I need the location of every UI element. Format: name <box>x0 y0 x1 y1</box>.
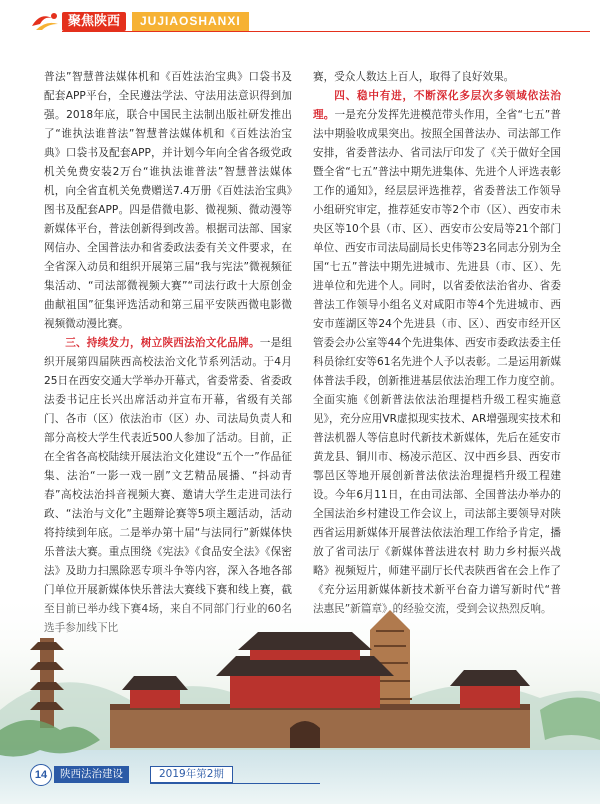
section-brand-cn: 聚焦陕西 <box>62 12 126 31</box>
section-heading-4: 四、稳中有进，不断深化多层次多领域依法治理。 <box>313 90 561 121</box>
left-paragraph-1: 普法”智慧普法媒体机和《百姓法治宝典》口袋书及配套APP平台，全民遵法学法、守法用法意识得到加强。2018年底，联合中国民主法制出版社研发推出了“谁执法谁普法”智慧普法媒体机和《百姓法治宝典》口袋书及配套APP，并计划今年向全省各级党政机关免费安装2万台“谁执法谁普法”智慧普法媒体机，向全省直机关免费赠送7.4万册《百姓法治宝典》图书及配套APP。四是借微电影、微视频、微动漫等新媒体平台，普法创新得到改善。根据司法部、国家网信办、全国普法办和省委政法委有关文件要求，在全省深入动员和组织开展第三届“我与宪法”微视频征集活动、“司法部微视频大赛”“司法行政十大原创金曲献祖国”征集评选活动和第三届平安陕西微电影微视频微动漫比赛。 <box>44 71 292 330</box>
left-column <box>44 68 292 638</box>
right-column <box>313 68 561 619</box>
right-paragraph-2 <box>313 87 561 619</box>
header-divider <box>62 31 590 32</box>
section-heading-3: 三、持续发力，树立陕西法治文化品牌。 <box>65 337 260 349</box>
header <box>30 10 590 34</box>
issue-label: 2019年第2期 <box>150 766 233 783</box>
footer-divider <box>150 783 320 784</box>
page-footer <box>30 760 330 786</box>
right-paragraph-2-body: 一是充分发挥先进模范带头作用，全省“七五”普法中期验收成果突出。按照全国普法办、司法部工作安排，省委普法办、省司法厅印发了《关于做好全国暨全省“七五”普法中期先进集体、先进个人评选表彰工作的通知》，经层层评选推荐，省委普法工作领导小组研究审定，推荐延安市等2个市（区）、西安市未央区等10个县（市、区）、西安市公安局等21个部门单位、西安市司法局副局长史伟等23名同志分别为全国“七五”普法中期先进城市、先进县（市、区）、先进单位和先进个人。同时，以省委依法治省办、省委普法工作领导小组名义对咸阳市等4个先进城市、西安市莲湖区等24个先进县（市、区）、西安市经开区管委会办公室等44个先进集体、西安市委政法委主任科员徐红安等61名先进个人予以表彰。二是运用新媒体普法手段，创新推进基层依法治理工作力度空前。全面实施《创新普法依法治理提档升级工程实施意见》，充分应用VR虚拟现实技术、AR增强现实技术和普法机器人等信息时代新技术新媒体，先后在延安市黄龙县、铜川市、杨凌示范区、汉中西乡县、西安市鄠邑区等地开展创新普法依法治理提档升级工程建设。今年6月11日，在由司法部、全国普法办举办的全国法治乡村建设工作会议上，司法部主要领导对陕西省运用新媒体开展普法依法治理工作给予肯定，播放了省司法厅《新媒体普法进农村 助力乡村振兴战略》视频短片，师建平副厅长代表陕西省在会上作了 <box>313 109 561 577</box>
page-number: 14 <box>30 764 52 786</box>
section-brand-en: JUJIAOSHANXI <box>132 12 249 31</box>
magazine-name: 陕西法治建设 <box>54 766 129 783</box>
right-paragraph-1: 赛，受众人数达上百人，取得了良好效果。 <box>313 71 515 83</box>
brand-swirl-icon <box>30 10 64 34</box>
left-paragraph-2-body: 一是组织开展第四届陕西高校法治文化节系列活动。于4月25日在西安交通大学举办开幕式，省委常委、省委政法委书记庄长兴出席活动并宣布开幕，省级有关部门、各市（区）依法治市（区）办、司法局负责人和部分高校大学生代表近500人参加了活动。目前，正在全省各高校陆续开展法治文化建设“五个一”作品征集、法治“一影一戏一剧”文艺精品展播、“抖动青春”高校法治抖音视频大赛、邀请大学生走进司法行政、“法治与文化”主题辩论赛等5项主题活动，活动将持续到年底。二是举办第十届“与法同行”新媒体快乐普法大赛。重点围绕《宪法》《食品安全法》《保密法》及助力扫黑除恶专项斗争等内容，深入各地各部 <box>44 337 293 577</box>
